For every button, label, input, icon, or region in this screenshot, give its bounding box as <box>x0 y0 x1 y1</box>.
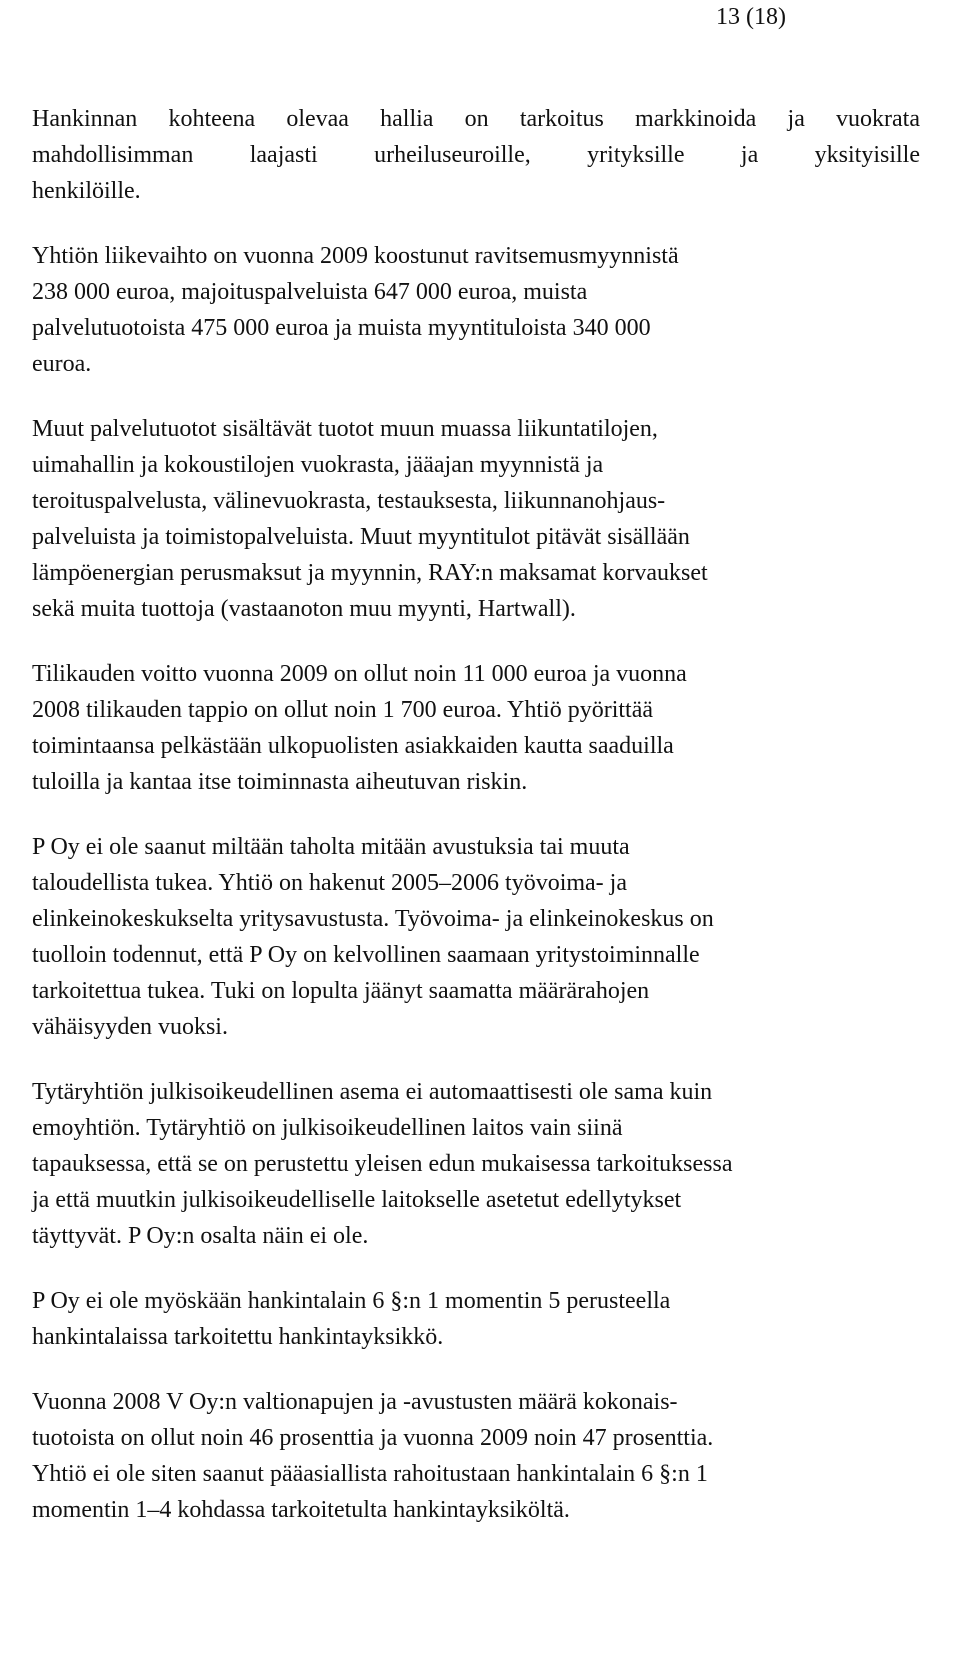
text-line: tapauksessa, että se on perustettu yleisen edun mukaisessa tarkoituksessa <box>32 1151 733 1177</box>
text-line: hankintalaissa tarkoitettu hankintayksikkö. <box>32 1324 444 1350</box>
paragraph-hall-marketing <box>32 101 920 209</box>
text-line: 2008 tilikauden tappio on ollut noin 1 700 euroa. Yhtiö pyörittää <box>32 697 654 723</box>
text-line: toimintaansa pelkästään ulkopuolisten asiakkaiden kautta saaduilla <box>32 733 674 759</box>
text-line: P Oy ei ole saanut miltään taholta mitään avustuksia tai muuta <box>32 834 630 860</box>
text-line: euroa. <box>32 351 92 377</box>
text-line: Hankinnan kohteena olevaa hallia on tarkoitus markkinoida ja vuokrata <box>32 106 920 132</box>
text-line: taloudellista tukea. Yhtiö on hakenut 2005–2006 työvoima- ja <box>32 870 627 896</box>
text-line: elinkeinokeskukselta yritysavustusta. Työvoima- ja elinkeinokeskus on <box>32 906 714 932</box>
text-line: tuloilla ja kantaa itse toiminnasta aiheutuvan riskin. <box>32 769 528 795</box>
page-number: 13 (18) <box>716 4 786 30</box>
text-line: lämpöenergian perusmaksut ja myynnin, RAY:n maksamat korvaukset <box>32 560 708 586</box>
text-line: ja että muutkin julkisoikeudelliselle laitokselle asetetut edellytykset <box>32 1187 682 1213</box>
text-line: Yhtiön liikevaihto on vuonna 2009 koostunut ravitsemusmyynnistä <box>32 243 679 269</box>
text-line: Yhtiö ei ole siten saanut pääasiallista rahoitustaan hankintalain 6 §:n 1 <box>32 1461 708 1487</box>
text-line: P Oy ei ole myöskään hankintalain 6 §:n 1 momentin 5 perusteella <box>32 1288 671 1314</box>
text-line: tarkoitettua tukea. Tuki on lopulta jäänyt saamatta määrärahojen <box>32 978 650 1004</box>
paragraph-profit <box>32 656 920 800</box>
text-line: mahdollisimman laajasti urheiluseuroille, yrityksille ja yksityisille <box>32 142 920 168</box>
text-line: Tilikauden voitto vuonna 2009 on ollut noin 11 000 euroa ja vuonna <box>32 661 687 687</box>
text-line: vähäisyyden vuoksi. <box>32 1014 228 1040</box>
text-line: Tytäryhtiön julkisoikeudellinen asema ei automaattisesti ole sama kuin <box>32 1079 713 1105</box>
paragraph-procurement-unit <box>32 1283 920 1355</box>
text-line: henkilöille. <box>32 178 141 204</box>
paragraph-subsidiary-status <box>32 1074 920 1254</box>
paragraph-turnover <box>32 238 920 382</box>
paragraph-service-revenue <box>32 411 920 627</box>
paragraph-subsidies <box>32 829 920 1045</box>
text-line: tuotoista on ollut noin 46 prosenttia ja vuonna 2009 noin 47 prosenttia. <box>32 1425 714 1451</box>
text-line: teroituspalvelusta, välinevuokrasta, testauksesta, liikunnanohjaus- <box>32 488 666 514</box>
text-line: Muut palvelutuotot sisältävät tuotot muun muassa liikuntatilojen, <box>32 416 658 442</box>
text-line: palveluista ja toimistopalveluista. Muut myyntitulot pitävät sisällään <box>32 524 690 550</box>
text-line: momentin 1–4 kohdassa tarkoitetulta hankintayksiköltä. <box>32 1497 570 1523</box>
text-line: palvelutuotoista 475 000 euroa ja muista myyntituloista 340 000 <box>32 315 651 341</box>
document-body <box>32 101 920 1557</box>
text-line: tuolloin todennut, että P Oy on kelvollinen saamaan yritystoiminnalle <box>32 942 700 968</box>
text-line: 238 000 euroa, majoituspalveluista 647 000 euroa, muista <box>32 279 588 305</box>
text-line: sekä muita tuottoja (vastaanoton muu myynti, Hartwall). <box>32 596 576 622</box>
text-line: emoyhtiön. Tytäryhtiö on julkisoikeudellinen laitos vain siinä <box>32 1115 623 1141</box>
text-line: Vuonna 2008 V Oy:n valtionapujen ja -avustusten määrä kokonais- <box>32 1389 678 1415</box>
paragraph-state-aid <box>32 1384 920 1528</box>
text-line: täyttyvät. P Oy:n osalta näin ei ole. <box>32 1223 369 1249</box>
text-line: uimahallin ja kokoustilojen vuokrasta, jääajan myynnistä ja <box>32 452 604 478</box>
